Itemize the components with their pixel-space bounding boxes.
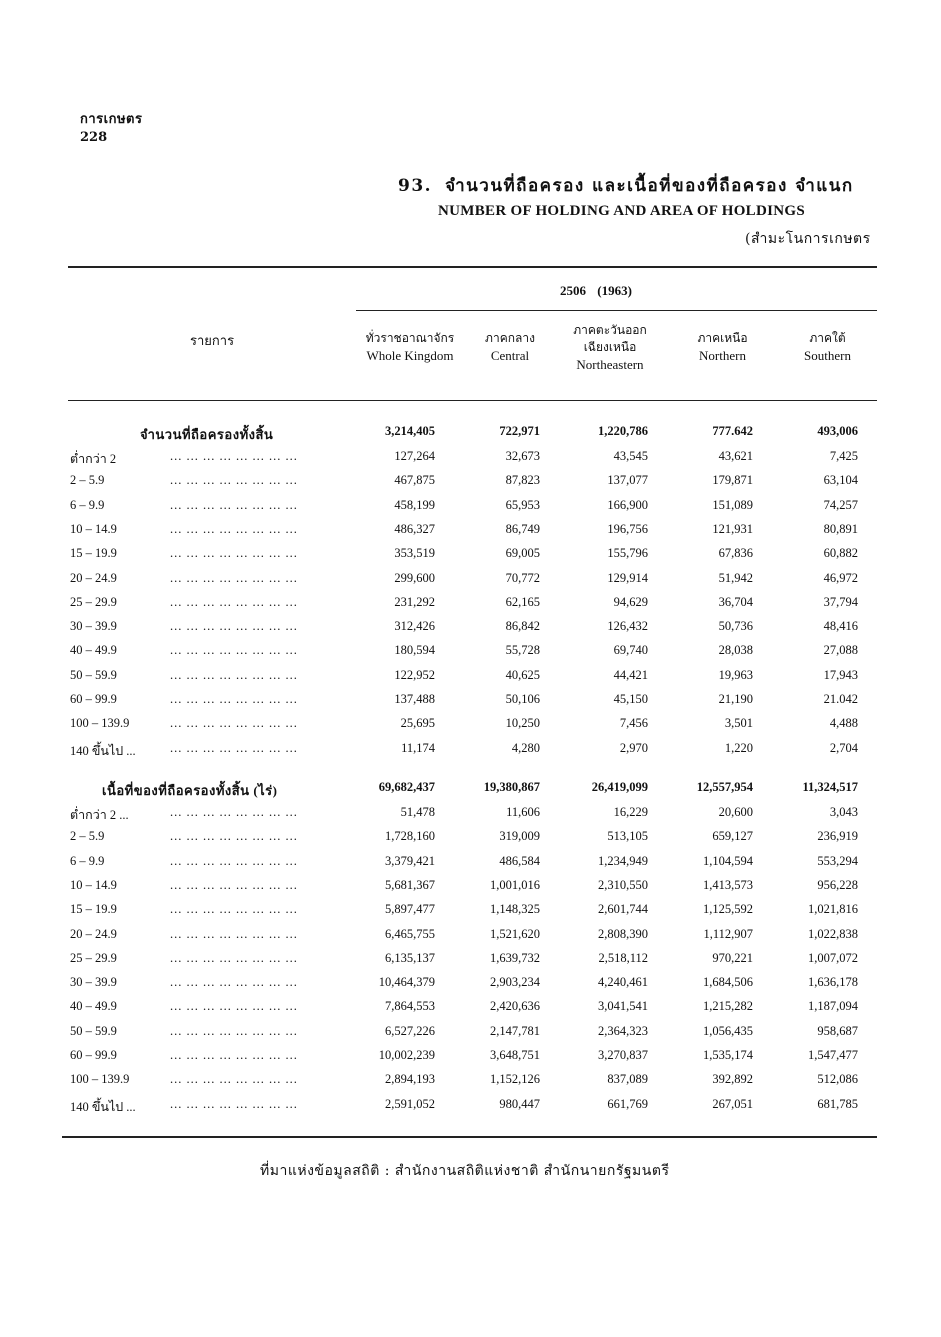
- cell: 127,264: [394, 449, 435, 463]
- cell: 126,432: [607, 619, 648, 634]
- table-row: [70, 951, 870, 973]
- leader-dots: ... ... ... ... ... ... ... ...: [170, 619, 298, 634]
- cell: 46,972: [823, 570, 858, 585]
- table-row: [70, 449, 870, 471]
- cell: 60,882: [823, 546, 858, 561]
- cell: 26,419,099: [591, 780, 648, 794]
- cell: 1,022,838: [808, 926, 858, 941]
- cell: 10,464,379: [378, 975, 435, 990]
- cell: 1,639,732: [490, 950, 540, 965]
- row-label: 10 – 14.9: [70, 521, 117, 536]
- cell: 55,728: [505, 643, 540, 658]
- cell: 513,105: [607, 829, 648, 844]
- cell: 10,002,239: [378, 1048, 435, 1062]
- cell: 837,089: [607, 1072, 648, 1087]
- col-english: Northern: [699, 348, 746, 363]
- cell: 2,704: [829, 740, 858, 755]
- leader-dots: ... ... ... ... ... ... ... ...: [170, 643, 298, 658]
- cell: 980,447: [499, 1096, 540, 1111]
- row-label: ต่ำกว่า 2: [70, 452, 117, 466]
- cell: 6,465,755: [385, 926, 435, 941]
- row-label: 100 – 139.9: [70, 1072, 130, 1087]
- col-english: Southern: [804, 348, 851, 363]
- cell: 722,971: [499, 424, 540, 438]
- year-header: 2506 (1963): [560, 283, 632, 298]
- cell: 10,250: [505, 716, 540, 731]
- cell: 179,871: [712, 473, 753, 488]
- row-label: 50 – 59.9: [70, 1023, 117, 1038]
- row-label: 20 – 24.9: [70, 570, 117, 585]
- year-header-rule: [356, 310, 877, 311]
- col-header-central: [470, 330, 550, 364]
- cell: 37,794: [823, 594, 858, 609]
- cell: 2,364,323: [598, 1023, 648, 1038]
- col-header-southern: [780, 330, 875, 364]
- cell: 353,519: [394, 546, 435, 561]
- row-label: 2 – 5.9: [70, 829, 105, 844]
- cell: 28,038: [718, 643, 753, 658]
- cell: 129,914: [607, 570, 648, 585]
- table-row: [70, 643, 870, 665]
- leader-dots: ... ... ... ... ... ... ... ...: [170, 594, 298, 609]
- col-thai: ภาคตะวันออก เฉียงเหนือ: [573, 323, 647, 354]
- cell: 319,009: [499, 829, 540, 844]
- cell: 122,952: [394, 667, 435, 682]
- running-header: การเกษตร: [80, 112, 143, 127]
- leader-dots: ... ... ... ... ... ... ... ...: [170, 521, 298, 536]
- cell: 553,294: [817, 853, 858, 868]
- cell: 19,380,867: [483, 780, 540, 794]
- cell: 48,416: [823, 619, 858, 634]
- col-thai: ทั่วราชอาณาจักร: [365, 331, 455, 345]
- cell: 3,379,421: [385, 853, 435, 868]
- cell: 2,903,234: [490, 975, 540, 990]
- cell: 63,104: [823, 473, 858, 488]
- cell: 1,220,786: [598, 424, 648, 438]
- cell: 312,426: [394, 619, 435, 634]
- leader-dots: ... ... ... ... ... ... ... ...: [170, 546, 298, 561]
- col-english: Central: [490, 348, 530, 363]
- table-row: [70, 668, 870, 690]
- cell: 236,919: [817, 829, 858, 844]
- table-row: [70, 741, 870, 763]
- col-english: Northeastern: [576, 357, 644, 372]
- col-thai: ภาคเหนือ: [697, 331, 748, 345]
- cell: 4,488: [829, 716, 858, 731]
- row-label: 60 – 99.9: [70, 1048, 117, 1062]
- cell: 6,135,137: [385, 950, 435, 965]
- table-number: 93.: [398, 176, 433, 196]
- leader-dots: ... ... ... ... ... ... ... ...: [170, 473, 298, 488]
- table-row: [70, 829, 870, 851]
- cell: 20,600: [718, 805, 753, 819]
- cell: 12,557,954: [696, 780, 753, 794]
- cell: 137,488: [394, 692, 435, 706]
- cell: 3,043: [829, 805, 858, 819]
- table-row: [70, 473, 870, 495]
- cell: 17,943: [823, 667, 858, 682]
- leader-dots: ... ... ... ... ... ... ... ...: [170, 497, 298, 512]
- cell: 69,005: [505, 546, 540, 561]
- table-row: [70, 498, 870, 520]
- cell: 231,292: [394, 594, 435, 609]
- cell: 43,621: [718, 449, 753, 463]
- cell: 681,785: [817, 1096, 858, 1111]
- cell: 1,521,620: [490, 926, 540, 941]
- cell: 45,150: [613, 692, 648, 706]
- cell: 1,148,325: [490, 902, 540, 917]
- cell: 36,704: [718, 594, 753, 609]
- cell: 267,051: [712, 1096, 753, 1111]
- table-row: [70, 878, 870, 900]
- col-thai: ภาคกลาง: [485, 331, 535, 345]
- leader-dots: ... ... ... ... ... ... ... ...: [170, 1048, 298, 1062]
- cell: 2,147,781: [490, 1023, 540, 1038]
- section-holdings-total: [70, 424, 870, 446]
- section-area-total: [70, 780, 870, 802]
- cell: 659,127: [712, 829, 753, 844]
- cell: 1,547,477: [808, 1048, 858, 1062]
- table-title-english: NUMBER OF HOLDING AND AREA OF HOLDINGS: [438, 203, 805, 219]
- table-row: [70, 975, 870, 997]
- leader-dots: ... ... ... ... ... ... ... ...: [170, 902, 298, 917]
- leader-dots: ... ... ... ... ... ... ... ...: [170, 877, 298, 892]
- table-row: [70, 546, 870, 568]
- table-row: [70, 522, 870, 544]
- table-bottom-rule: [62, 1136, 877, 1138]
- table-row: [70, 716, 870, 738]
- table-row: [70, 902, 870, 924]
- cell: 11,606: [506, 805, 540, 819]
- table-row: [70, 571, 870, 593]
- cell: 2,591,052: [385, 1096, 435, 1111]
- cell: 16,229: [613, 805, 648, 819]
- row-label: 30 – 39.9: [70, 619, 117, 634]
- cell: 299,600: [394, 570, 435, 585]
- cell: 2,970: [619, 740, 648, 755]
- leader-dots: ... ... ... ... ... ... ... ...: [170, 570, 298, 585]
- row-label: ต่ำกว่า 2 ...: [70, 808, 129, 822]
- table-row: [70, 1072, 870, 1094]
- cell: 21,190: [718, 692, 753, 706]
- cell: 19,963: [718, 667, 753, 682]
- table-row: [70, 1048, 870, 1070]
- cell: 7,864,553: [385, 999, 435, 1014]
- cell: 956,228: [817, 877, 858, 892]
- col-header-northeastern: [555, 322, 665, 373]
- cell: 1,413,573: [703, 877, 753, 892]
- row-label: 25 – 29.9: [70, 950, 117, 965]
- leader-dots: ... ... ... ... ... ... ... ...: [170, 853, 298, 868]
- leader-dots: ... ... ... ... ... ... ... ...: [170, 1023, 298, 1038]
- title-thai-text: จำนวนที่ถือครอง และเนื้อที่ของที่ถือครอง จำแนก: [445, 176, 854, 196]
- cell: 458,199: [394, 497, 435, 512]
- cell: 1,728,160: [385, 829, 435, 844]
- cell: 1,007,072: [808, 950, 858, 965]
- cell: 11,324,517: [802, 780, 858, 794]
- cell: 5,897,477: [385, 902, 435, 917]
- cell: 67,836: [718, 546, 753, 561]
- item-column-header: รายการ: [190, 334, 235, 349]
- cell: 87,823: [505, 473, 540, 488]
- cell: 1,535,174: [703, 1048, 753, 1062]
- cell: 2,808,390: [598, 926, 648, 941]
- leader-dots: ... ... ... ... ... ... ... ...: [170, 975, 298, 990]
- cell: 1,215,282: [703, 999, 753, 1014]
- cell: 32,673: [505, 449, 540, 463]
- section-label: เนื้อที่ของที่ถือครองทั้งสิ้น (ไร่): [102, 783, 278, 798]
- table-row: [70, 1024, 870, 1046]
- row-label: 140 ขึ้นไป ...: [70, 1099, 136, 1114]
- header-bottom-rule: [68, 400, 877, 401]
- row-label: 15 – 19.9: [70, 902, 117, 917]
- col-thai: ภาคใต้: [809, 331, 846, 345]
- row-label: 30 – 39.9: [70, 975, 117, 990]
- leader-dots: ... ... ... ... ... ... ... ...: [170, 805, 298, 819]
- cell: 1,056,435: [703, 1023, 753, 1038]
- table-title-thai: [398, 172, 854, 199]
- col-header-whole-kingdom: [350, 330, 470, 364]
- cell: 44,421: [613, 667, 648, 682]
- cell: 86,749: [505, 521, 540, 536]
- row-label: 10 – 14.9: [70, 877, 117, 892]
- cell: 392,892: [712, 1072, 753, 1087]
- cell: 69,740: [613, 643, 648, 658]
- cell: 1,187,094: [808, 999, 858, 1014]
- cell: 6,527,226: [385, 1023, 435, 1038]
- cell: 151,089: [712, 497, 753, 512]
- row-label: 6 – 9.9: [70, 497, 105, 512]
- cell: 4,280: [511, 740, 540, 755]
- cell: 1,220: [724, 740, 753, 755]
- cell: 69,682,437: [378, 780, 435, 794]
- cell: 50,106: [505, 692, 540, 706]
- leader-dots: ... ... ... ... ... ... ... ...: [170, 692, 298, 706]
- row-label: 100 – 139.9: [70, 716, 130, 731]
- leader-dots: ... ... ... ... ... ... ... ...: [170, 1072, 298, 1087]
- table-row: [70, 619, 870, 641]
- cell: 486,584: [499, 853, 540, 868]
- cell: 777.642: [712, 424, 753, 438]
- row-label: 20 – 24.9: [70, 926, 117, 941]
- cell: 1,001,016: [490, 877, 540, 892]
- col-english: Whole Kingdom: [366, 348, 454, 363]
- cell: 94,629: [613, 594, 648, 609]
- cell: 50,736: [718, 619, 753, 634]
- row-label: 40 – 49.9: [70, 643, 117, 658]
- table-row: [70, 854, 870, 876]
- cell: 43,545: [613, 449, 648, 463]
- row-label: 15 – 19.9: [70, 546, 117, 561]
- table-row: [70, 595, 870, 617]
- cell: 486,327: [394, 521, 435, 536]
- leader-dots: ... ... ... ... ... ... ... ...: [170, 926, 298, 941]
- cell: 1,636,178: [808, 975, 858, 990]
- cell: 3,214,405: [385, 424, 435, 438]
- cell: 1,021,816: [808, 902, 858, 917]
- row-label: 2 – 5.9: [70, 473, 105, 488]
- cell: 2,420,636: [490, 999, 540, 1014]
- cell: 27,088: [823, 643, 858, 658]
- cell: 51,942: [718, 570, 753, 585]
- cell: 74,257: [823, 497, 858, 512]
- cell: 1,112,907: [703, 926, 753, 941]
- cell: 4,240,461: [598, 975, 648, 990]
- cell: 62,165: [505, 594, 540, 609]
- cell: 512,086: [817, 1072, 858, 1087]
- cell: 3,648,751: [490, 1048, 540, 1062]
- row-label: 60 – 99.9: [70, 692, 117, 706]
- cell: 661,769: [607, 1096, 648, 1111]
- cell: 2,601,744: [598, 902, 648, 917]
- row-label: 40 – 49.9: [70, 999, 117, 1014]
- row-label: 50 – 59.9: [70, 667, 117, 682]
- cell: 11,174: [401, 740, 435, 755]
- cell: 1,152,126: [490, 1072, 540, 1087]
- leader-dots: ... ... ... ... ... ... ... ...: [170, 740, 298, 755]
- cell: 958,687: [817, 1023, 858, 1038]
- cell: 70,772: [505, 570, 540, 585]
- cell: 3,270,837: [598, 1048, 648, 1062]
- cell: 86,842: [505, 619, 540, 634]
- table-row: [70, 805, 870, 827]
- cell: 7,425: [829, 449, 858, 463]
- row-label: 140 ขึ้นไป ...: [70, 743, 136, 758]
- cell: 1,234,949: [598, 853, 648, 868]
- cell: 40,625: [505, 667, 540, 682]
- col-header-northern: [675, 330, 770, 364]
- cell: 3,041,541: [598, 999, 648, 1014]
- cell: 196,756: [607, 521, 648, 536]
- row-label: 25 – 29.9: [70, 594, 117, 609]
- cell: 1,125,592: [703, 902, 753, 917]
- cell: 970,221: [712, 950, 753, 965]
- leader-dots: ... ... ... ... ... ... ... ...: [170, 829, 298, 844]
- cell: 1,104,594: [703, 853, 753, 868]
- cell: 80,891: [823, 521, 858, 536]
- table-row: [70, 999, 870, 1021]
- cell: 51,478: [400, 805, 435, 819]
- cell: 2,518,112: [598, 950, 648, 965]
- table-row: [70, 692, 870, 714]
- leader-dots: ... ... ... ... ... ... ... ...: [170, 449, 298, 463]
- table-top-rule: [68, 266, 877, 268]
- cell: 65,953: [505, 497, 540, 512]
- table-row: [70, 927, 870, 949]
- cell: 137,077: [607, 473, 648, 488]
- table-row: [70, 1097, 870, 1119]
- cell: 5,681,367: [385, 877, 435, 892]
- cell: 121,931: [712, 521, 753, 536]
- table-subtitle: (สำมะโนการเกษตร: [745, 231, 871, 247]
- cell: 2,894,193: [385, 1072, 435, 1087]
- section-label: จำนวนที่ถือครองทั้งสิ้น: [140, 427, 274, 442]
- cell: 166,900: [607, 497, 648, 512]
- page-number: 228: [80, 130, 108, 145]
- leader-dots: ... ... ... ... ... ... ... ...: [170, 1096, 298, 1111]
- cell: 21.042: [823, 692, 858, 706]
- leader-dots: ... ... ... ... ... ... ... ...: [170, 716, 298, 731]
- leader-dots: ... ... ... ... ... ... ... ...: [170, 667, 298, 682]
- cell: 2,310,550: [598, 877, 648, 892]
- source-note: ที่มาแห่งข้อมูลสถิติ : สำนักงานสถิติแห่งชาติ สำนักนายกรัฐมนตรี: [260, 1163, 670, 1179]
- cell: 493,006: [817, 424, 858, 438]
- row-label: 6 – 9.9: [70, 853, 105, 868]
- leader-dots: ... ... ... ... ... ... ... ...: [170, 999, 298, 1014]
- cell: 155,796: [607, 546, 648, 561]
- cell: 180,594: [394, 643, 435, 658]
- leader-dots: ... ... ... ... ... ... ... ...: [170, 950, 298, 965]
- cell: 467,875: [394, 473, 435, 488]
- cell: 3,501: [724, 716, 753, 731]
- cell: 7,456: [619, 716, 648, 731]
- cell: 25,695: [400, 716, 435, 731]
- cell: 1,684,506: [703, 975, 753, 990]
